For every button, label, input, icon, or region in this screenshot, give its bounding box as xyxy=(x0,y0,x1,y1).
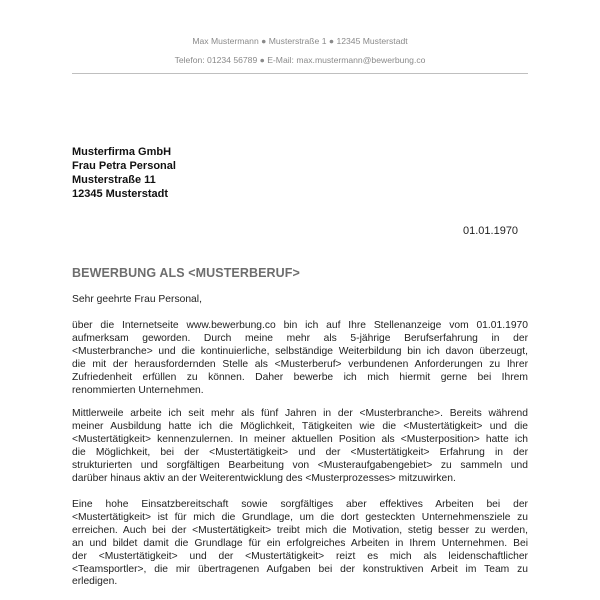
recipient-company: Musterfirma GmbH xyxy=(72,146,172,158)
sender-address-line: Max Mustermann ● Musterstraße 1 ● 12345 Musterstadt xyxy=(192,36,408,46)
text-line: aufmerksam geworden. Durch meine mehr als 5-jährige Berufserfahrung in der xyxy=(72,332,528,344)
recipient-city: 12345 Musterstadt xyxy=(72,188,168,200)
text-line: <Musterbranche> und die kontinuierliche, selbständige Weiterbildung bin ich davon überzeugt, xyxy=(72,345,528,357)
text-line: <Mustertätigkeit> ist für mich die Grundlage, um die dort gesteckten Unternehmensziele zu xyxy=(72,511,528,523)
text-line: darüber hinaus aktiv an der Weiterentwicklung des <Musterprozesses> mitzuwirken. xyxy=(72,472,456,484)
letter-subject: BEWERBUNG ALS <MUSTERBERUF> xyxy=(72,266,300,280)
text-line: Mittlerweile arbeite ich seit mehr als fünf Jahren in der <Musterbranche>. Bereits während xyxy=(72,408,528,419)
text-line: Zufriedenheit erfüllen zu können. Daher bewerbe ich mich hiermit gerne bei Ihrem xyxy=(72,371,528,383)
text-line: erledigen. xyxy=(72,576,118,588)
recipient-street: Musterstraße 11 xyxy=(72,174,156,186)
letter-date: 01.01.1970 xyxy=(463,225,519,237)
text-line: meiner Ausbildung hatte ich die Möglichkeit, Tätigkeiten wie die <Mustertätigkeit> und die xyxy=(72,420,528,432)
body-paragraph xyxy=(72,320,528,397)
text-line: der <Mustertätigkeit> und der <Mustertätigkeit> reizt es mich als leidenschaftlicher xyxy=(72,550,528,562)
recipient-address xyxy=(72,145,176,201)
text-line: <Teamsportler>, die mir übertragenen Aufgaben bei der konstruktiven Arbeit im Team zu xyxy=(72,563,528,575)
recipient-name: Frau Petra Personal xyxy=(72,160,176,172)
text-line: strukturierten und sorgfältigen Bearbeitung von <Musteraufgabengebiet> zu sammeln und xyxy=(72,459,528,471)
body-paragraph xyxy=(72,408,528,485)
header-divider xyxy=(72,73,528,74)
text-line: erreichen. Auch bei der <Mustertätigkeit> treibt mich die Motivation, stetig besser zu werden, xyxy=(72,524,528,536)
text-line: über die Internetseite www.bewerbung.co bin ich auf Ihre Stellenanzeige vom 01.01.1970 xyxy=(72,320,528,331)
text-line: Eine hohe Einsatzbereitschaft sowie sorgfältiges aber effektives Arbeiten bei der xyxy=(72,499,528,510)
text-line: die Möglichkeit, bei der <Mustertätigkeit> und der <Mustertätigkeit> Erfahrung in der xyxy=(72,446,528,458)
text-line: an und bildet damit die Grundlage für ein erfolgreiches Arbeiten in Ihrem Unternehmen. Bei xyxy=(72,537,528,549)
body-paragraph xyxy=(72,499,528,589)
sender-contact-line: Telefon: 01234 56789 ● E-Mail: max.mustermann@bewerbung.co xyxy=(174,55,426,65)
text-line: <Mustertätigkeit> kennenzulernen. In meiner aktuellen Position als <Musterposition> hatte ich xyxy=(72,433,528,445)
text-line: renommierten Unternehmen. xyxy=(72,384,204,396)
salutation: Sehr geehrte Frau Personal, xyxy=(72,294,202,305)
text-line: die mit der herausfordernden Stelle als <Musterberuf> verbundenen Anforderungen zu Ihrer xyxy=(72,358,528,370)
